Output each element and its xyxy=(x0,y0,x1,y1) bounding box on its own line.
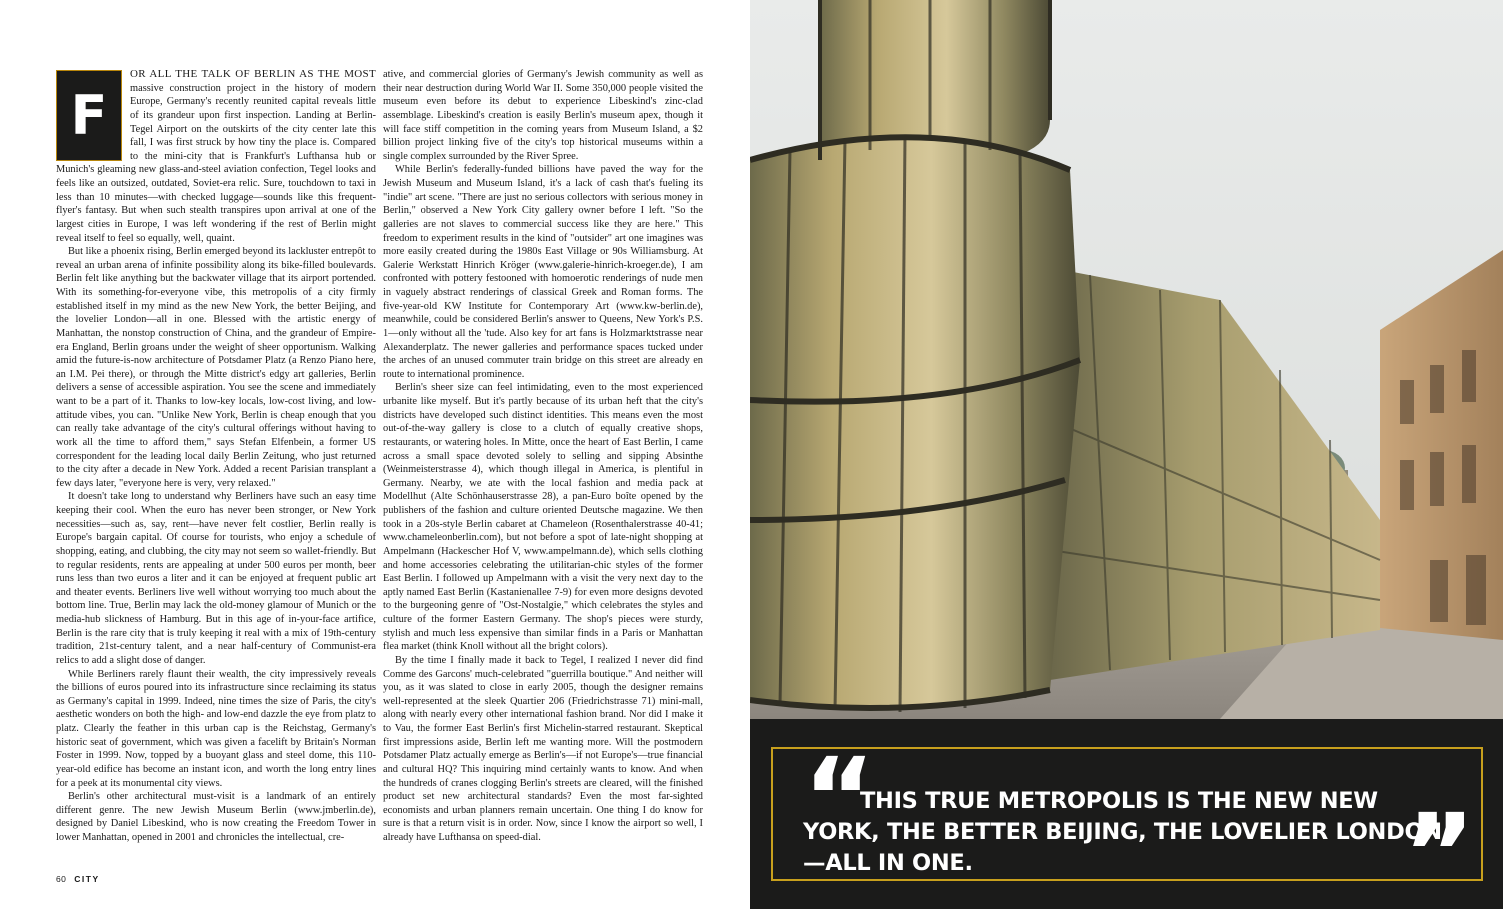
article-column-2 xyxy=(383,68,703,845)
drop-cap: F xyxy=(56,70,122,161)
page-number: 60 xyxy=(56,874,67,884)
left-page xyxy=(0,0,750,909)
paragraph: Berlin's other architectural must-visit is a landmark of an entirely different genre. The new Jewish Museum Berlin (www.jmberlin.de), designed by Daniel Libeskind, who is now creating the Freedom Tower in lower Manhattan, opened in 2001 and chronicles the intellectual, cre- xyxy=(56,791,376,843)
paragraph: ative, and commercial glories of Germany's Jewish community as well as their near destruction during World War II. Some 350,000 people visited the museum even before its debut to experience Libeskind's zinc-clad assemblage. Libeskind's creation is easily Berlin's museum apex, though it will face stiff competition in the coming years from Museum Island, a $2 billion project linking five of the city's top historical museums within a single complex surrounded by the River Spree. xyxy=(383,69,703,162)
magazine-name: CITY xyxy=(74,874,100,884)
lead-caps: OR ALL THE TALK OF BERLIN AS THE MOST xyxy=(130,68,376,80)
close-quote-mark: ” xyxy=(1403,790,1476,918)
paragraph: By the time I finally made it back to Tegel, I realized I never did find Comme des Garcons' much-celebrated "guerrilla boutique." And neither will you, as it was slated to close in early 2005, though the designer remains well-represented at the sleek Quartier 206 (Friedrichstrasse 71) mini-mall, along with nearly every other international fashion brand. Nor did I make it to Vau, the former East Berlin's first Michelin-starred restaurant. Skeptical first impressions aside, Berlin left me wanting more. Will the postmodern Potsdamer Platz actually emerge as Berlin's—if not Europe's—true financial and cultural HQ? This inquiring mind certainly wants to know. And when the hundreds of cranes clogging Berlin's streets are cleared, will the finished product set new architectural standards? Even the most far-sighted economists and urban planners remain uncertain. One thing I do know for sure is that a return visit is in order. Now, since I know the airport so well, I already have Lufthansa on speed-dial. xyxy=(383,654,703,843)
paragraph: Berlin's sheer size can feel intimidating, even to the most experienced urbanite like myself. But it's partly because of its urban heft that the city's districts have developed such distinct identities. This means even the most out-of-the-way gallery is close to a clutch of equally creative shops, restaurants, or watering holes. In Mitte, once the heart of East Berlin, I came across a small space devoted solely to selling and sipping Absinthe (Weinmeisterstrasse 4), which though illegal in America, is plentiful in Germany. Nearby, we ate with the local fashion and media pack at Modellhut (Alte Schönhauserstrasse 28), a pan-Euro boîte opened by the publishers of the fashion and culture oriented Deutsche magazine. We then took in a 20s-style Berlin cabaret at Chameleon (Rosenthalerstrasse 40-41; www.chameleonberlin.com), but not before a spot of late-night shopping at Ampelmann (Hackescher Hof V, www.ampelmann.de), which sells clothing and home accessories celebrating the utilitarian-chic styles of the former East Berlin. I followed up Ampelmann with a visit the very next day to the aptly named East Berlin (Kastanienallee 7-9) for even more designs devoted to the burgeoning genre of "Ost-Nostalgie," which celebrates the styles and culture of the former Eastern Germany. The shop's pieces were sturdy, stylish and much less expensive than similar finds in a Paris or Manhattan flea market (think Knoll without all the bright colors). xyxy=(383,382,703,653)
paragraph: It doesn't take long to understand why Berliners have such an easy time keeping their cool. When the euro has never been stronger, or New York necessities—such as, say, rent—have never felt costlier, Berlin really is Europe's bargain capital. Of course for tourists, who enjoy a schedule of shopping, eating, and clubbing, the city may not seem so wallet-friendly. But to regular residents, rents are appealing at under 500 euros per month, beer runs less than two euros a liter and it can be enjoyed at frequent public art and theater events. Berliners live well without worrying too much about the bottom line. True, Berlin may lack the old-money glamour of Munich or the media-hub slickness of Hamburg. But in this age of in-your-face artifice, Berlin is the rare city that is truly keeping it real with a mix of 19th-century tradition, 21st-century talent, and a near half-century of Communist-era relics to add a slight dose of danger. xyxy=(56,491,376,666)
folio xyxy=(56,874,100,884)
right-page xyxy=(750,0,1503,918)
museum-photo xyxy=(750,0,1503,719)
paragraph-text: massive construction project in the history of modern Europe, Germany's recently reunited capital reveals little of its grandeur upon first inspection. Landing at Berlin-Tegel Airport on the outskirts of the city center late this fall, I was first struck by how tiny the place is. Compared to the mini-city that is Frankfurt's Lufthansa hub or Munich's gleaming new glass-and-steel aviation confection, Tegel looks and feels like an outsized, outdated, Soviet-era relic. Sure, touchdown to taxi in less than 10 minutes—with checked luggage—sounds like this frequent-flyer's fantasy. But when such stealth transpires upon arrival at one of the largest cities in Europe, I was left wondering if the rest of Berlin might reveal itself to feel so equally, well, quaint. xyxy=(56,82,376,244)
paragraph: While Berlin's federally-funded billions have paved the way for the Jewish Museum and Museum Island, it's a lack of cash that's fueling its "indie" art scene. "There are just no serious collectors with serious money in Berlin," observed a New York City gallery owner before I left. "So the galleries are not slaves to commercial success like they are here." This freedom to experiment results in the kind of "outsider" art one imagines was more easily created during the 1980s East Village or 90s Williamsburg. At Galerie Werkstatt Hinrich Kröger (www.galerie-hinrich-kroeger.de), I am confronted with pottery festooned with homoerotic renderings of nude men in vaguely abstract renderings of classical Greek and Roman forms. The five-year-old KW Institute for Contemporary Art (www.kw-berlin.de), meanwhile, could be considered Berlin's answer to Queens, New York's P.S. 1—only without all the 'tude. Also key for art fans is Holzmarktstrasse near Alexanderplatz. The newer galleries and performance spaces tucked under the arches of an unused commuter train bridge on this street are already en route to international prominence. xyxy=(383,164,703,380)
lead-paragraph xyxy=(56,68,376,245)
article-column-1 xyxy=(56,68,376,845)
paragraph: But like a phoenix rising, Berlin emerged beyond its lackluster entrepôt to reveal an urban arena of infinite possibility along its bike-filled boulevards. Berlin felt like anything but the backwater village that its airport portended. With its something-for-everyone vibe, this metropolis of a city firmly established itself in my mind as the new New York, the better Beijing, and the lovelier London—all in one. Blessed with the artistic energy of Manhattan, the nonstop construction of China, and the grandeur of Empire-era England, Berlin groans under the weight of sheer opportunism. Walking amid the future-is-now architecture of Potsdamer Platz (a Renzo Piano here, an I.M. Pei there), or through the Mitte district's edgy art galleries, Berlin delivers a sense of accessible aspiration. You see the scene and immediately want to be a part of it. Thanks to low-key locals, low-cost living, and low-attitude vibes, you can. "Unlike New York, Berlin is cheap enough that you can really take advantage of the city's cultural offerings without having to work all the time to afford them," says Stefan Elfenbein, a former US correspondent for the leading local daily Berlin Zeitung, who just returned to the city after a decade in New York. Added a recent Parisian transplant a few days later, "everyone here is very, very relaxed." xyxy=(56,246,376,489)
pull-quote-words: THIS TRUE METROPOLIS IS THE NEW NEW YORK, THE BETTER BEIJING, THE LOVELIER LONDON—ALL IN ONE. xyxy=(803,788,1442,876)
pull-quote xyxy=(771,734,1483,918)
museum-photo-illustration xyxy=(750,0,1503,719)
open-quote-mark: “ xyxy=(803,734,876,862)
paragraph: While Berliners rarely flaunt their wealth, the city impressively reveals the billions of euros poured into its infrastructure since reclaiming its status as Germany's capital in 1999. Indeed, nine times the size of Paris, the city's aesthetic wonders on both the high- and low-end dazzle the eye from platz to platz. Clearly the feather in this urban cap is the Reichstag, Germany's historic seat of government, which was given a facelift by Britain's Norman Foster in 1999. Now, topped by a buoyant glass and steel dome, this 110-year-old edifice has become an instant icon, and worth the long entry lines for a peek at its monumental city views. xyxy=(56,668,376,789)
pull-quote-text xyxy=(803,786,1443,879)
